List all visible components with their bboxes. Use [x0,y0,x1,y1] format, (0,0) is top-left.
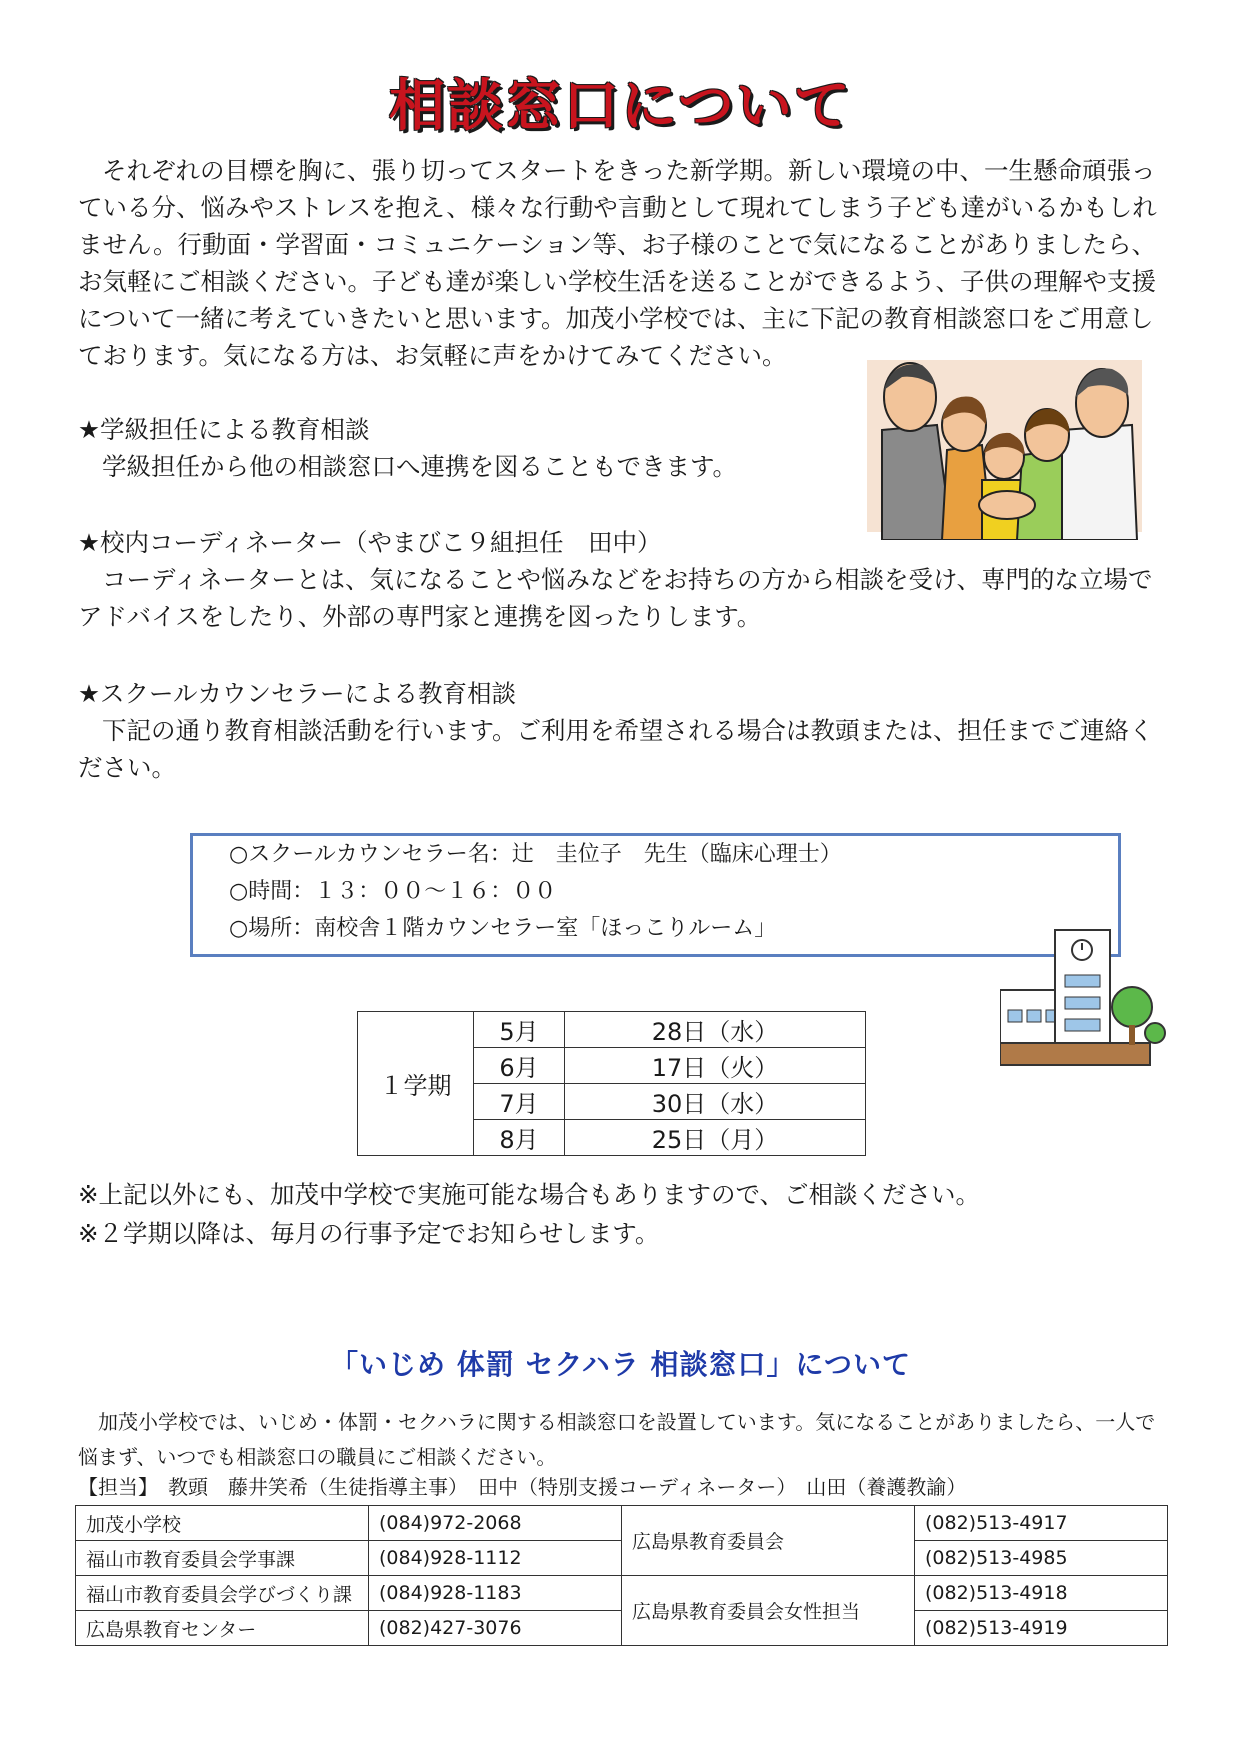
school-building-illustration [1000,925,1170,1075]
contact-phone: (082)513-4919 [915,1611,1168,1646]
month-cell: 7月 [474,1084,565,1120]
table-row [358,1012,866,1048]
section-homeroom [78,411,1173,485]
table-row [76,1576,1168,1611]
contact-phone: (082)427-3076 [369,1611,622,1646]
section-body: 下記の通り教育相談活動を行います。ご利用を希望される場合は教頭または、担任までご連絡ください。 [78,716,1154,782]
counselor-name: ○スクールカウンセラー名：辻 圭位子 先生（臨床心理士） [229,842,842,867]
counselor-info-box [190,836,1121,957]
table-row [76,1506,1168,1541]
schedule-table [357,1011,866,1156]
intro-paragraph: それぞれの目標を胸に、張り切ってスタートをきった新学期。新しい環境の中、一生懸命頑張っている分、悩みやストレスを抱え、様々な行動や言動として現れてしまう子ども達がいるかもしれません。行動面・学習面・コミュニケーション等、お子様のことで気になることがありましたら、お気軽にご相談ください。子ども達が楽しい学校生活を送ることができるよう、子供の理解や支援について一緒に考えていきたいと思います。加茂小学校では、主に下記の教育相談窓口をご用意しております。気になる方は、お気軽に声をかけてみてください。 [78,156,1157,370]
section-coordinator [78,524,1173,635]
section-heading: ★校内コーディネーター（やまびこ９組担任 田中） [78,528,662,557]
contact-phone: (084)972-2068 [369,1506,622,1541]
date-cell: 25日（月） [565,1120,866,1156]
section-heading: ★スクールカウンセラーによる教育相談 [78,679,516,708]
page-title: 相談窓口について [389,74,852,139]
contact-name: 広島県教育委員会女性担当 [622,1576,915,1646]
month-cell: 5月 [474,1012,565,1048]
notes [78,1175,980,1253]
section-body: コーディネーターとは、気になることや悩みなどをお持ちの方から相談を受け、専門的な立場でアドバイスをしたり、外部の専門家と連携を図ったりします。 [78,565,1153,631]
month-cell: 6月 [474,1048,565,1084]
section-body: 学級担任から他の相談窓口へ連携を図ることもできます。 [102,452,738,481]
note-line: ※２学期以降は、毎月の行事予定でお知らせします。 [78,1219,660,1248]
staff-line: 【担当】 教頭 藤井笑希（生徒指導主事） 田中（特別支援コーディネーター） 山田（養護教諭） [78,1475,967,1499]
note-line: ※上記以外にも、加茂中学校で実施可能な場合もありますので、ご相談ください。 [78,1180,981,1209]
contact-table [75,1505,1168,1646]
ijime-section-title: 「いじめ 体罰 セクハラ 相談窓口」について [329,1348,911,1381]
counselor-place: ○場所：南校舎１階カウンセラー室「ほっこりルーム」 [229,916,777,941]
date-cell: 17日（火） [565,1048,866,1084]
term-cell: １学期 [358,1012,474,1156]
contact-phone: (084)928-1112 [369,1541,622,1576]
date-cell: 30日（水） [565,1084,866,1120]
contact-name: 福山市教育委員会学びづくり課 [76,1576,369,1611]
contact-name: 福山市教育委員会学事課 [76,1541,369,1576]
section-counselor [78,675,1173,786]
contact-name: 加茂小学校 [76,1506,369,1541]
contact-name: 広島県教育委員会 [622,1506,915,1576]
counselor-time: ○時間：１３：００～１６：００ [229,879,557,904]
contact-name: 広島県教育センター [76,1611,369,1646]
contact-phone: (082)513-4917 [915,1506,1168,1541]
date-cell: 28日（水） [565,1012,866,1048]
contact-phone: (082)513-4985 [915,1541,1168,1576]
section-heading: ★学級担任による教育相談 [78,415,370,444]
contact-phone: (084)928-1183 [369,1576,622,1611]
ijime-description: 加茂小学校では、いじめ・体罰・セクハラに関する相談窓口を設置しています。気になることがありましたら、一人で悩まず、いつでも相談窓口の職員にご相談ください。 [78,1410,1156,1469]
contact-phone: (082)513-4918 [915,1576,1168,1611]
month-cell: 8月 [474,1120,565,1156]
